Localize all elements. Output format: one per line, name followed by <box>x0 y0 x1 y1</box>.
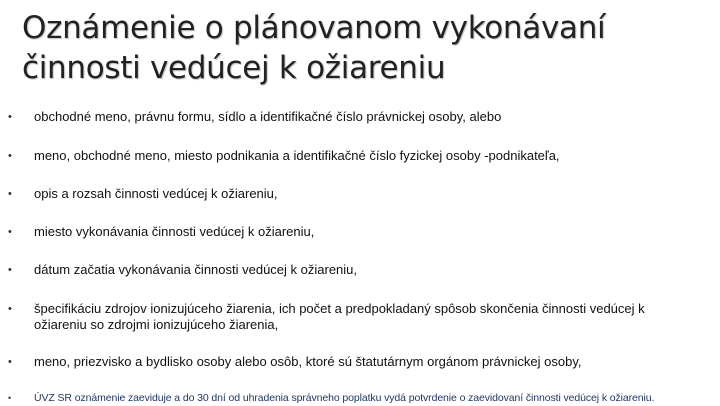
list-item-text: miesto vykonávania činnosti vedúcej k ožiareniu, <box>34 224 315 239</box>
bullet-icon: • <box>8 356 12 368</box>
bullet-icon: • <box>8 303 12 315</box>
bullet-icon: • <box>8 188 12 200</box>
bullet-icon: • <box>8 150 12 162</box>
list-item-text: obchodné meno, právnu formu, sídlo a identifikačné číslo právnickej osoby, alebo <box>34 109 502 124</box>
list-item-text: opis a rozsah činnosti vedúcej k ožiareniu, <box>34 186 278 201</box>
bullet-icon: • <box>8 264 12 276</box>
footer-note-highlight: potvrdenie o zaevidovaní činnosti vedúcej k ožiareniu. <box>408 392 655 404</box>
bullet-icon: • <box>8 226 12 238</box>
slide-title-line-1: Oznámenie o plánovanom vykonávaní <box>22 10 606 46</box>
list-item-text: meno, obchodné meno, miesto podnikania a identifikačné číslo fyzickej osoby -podnikateľa, <box>34 148 560 163</box>
slide-title-line-2: činnosti vedúcej k ožiareniu <box>22 50 446 86</box>
footer-note-main: ÚVZ SR oznámenie zaeviduje a do 30 dní od uhradenia správneho poplatku vydá <box>34 392 409 404</box>
list-item-text: dátum začatia vykonávania činnosti vedúcej k ožiareniu, <box>34 262 358 277</box>
footer-note-text <box>34 390 710 406</box>
list-item-text: meno, priezvisko a bydlisko osoby alebo osôb, ktoré sú štatutárnym orgánom právnickej osoby, <box>34 354 582 369</box>
list-item-text: špecifikáciu zdrojov ionizujúceho žiarenia, ich počet a predpokladaný spôsob skončenia činnosti vedúcej k ožiareniu so zdrojmi ionizujúceho žiarenia, <box>34 301 645 332</box>
bullet-icon: • <box>8 393 12 403</box>
bullet-icon: • <box>8 111 12 123</box>
